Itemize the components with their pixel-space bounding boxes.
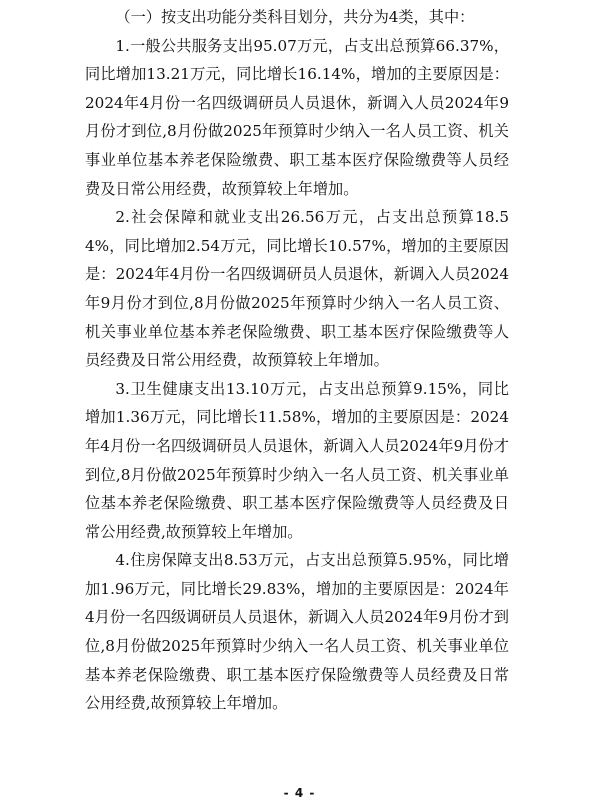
- paragraph-general-public-services: 1.一般公共服务支出95.07万元，占支出总预算66.37%，同比增加13.21万元，同比增长16.14%，增加的主要原因是：2024年4月份一名四级调研员人员退休，新调入人员2024年9月份才到位,8月份做2025年预算时少纳入一名人员工资、机关事业单位基本养老保险缴费、职工基本医疗保险缴费等人员经费及日常公用经费，故预算较上年增加。: [85, 36, 509, 198]
- paragraph-housing: 4.住房保障支出8.53万元，占支出总预算5.95%，同比增加1.96万元，同比增长29.83%，增加的主要原因是：2024年4月份一名四级调研员人员退休，新调入人员2024年9月份才到位,8月份做2025年预算时少纳入一名人员工资、机关事业单位基本养老保险缴费、职工基本医疗保险缴费等人员经费及日常公用经费,故预算较上年增加。: [85, 551, 509, 713]
- paragraph-health: 3.卫生健康支出13.10万元，占支出总预算9.15%，同比增加1.36万元，同比增长11.58%，增加的主要原因是：2024年4月份一名四级调研员人员退休，新调入人员2024年9月份才到位,8月份做2025年预算时少纳入一名人员工资、机关事业单位基本养老保险缴费、职工基本医疗保险缴费等人员经费及日常公用经费,故预算较上年增加。: [85, 379, 509, 541]
- document-body: [85, 3, 509, 718]
- page-number: - 4 -: [283, 786, 316, 800]
- section-heading: （一）按支出功能分类科目划分，共分为4类，其中：: [115, 8, 475, 26]
- paragraph-social-security-employment: 2.社会保障和就业支出26.56万元，占支出总预算18.54%，同比增加2.54万元，同比增长10.57%，增加的主要原因是：2024年4月份一名四级调研员人员退休，新调入人员2024年9月份才到位,8月份做2025年预算时少纳入一名人员工资、机关事业单位基本养老保险缴费、职工基本医疗保险缴费等人员经费及日常公用经费，故预算较上年增加。: [85, 208, 509, 370]
